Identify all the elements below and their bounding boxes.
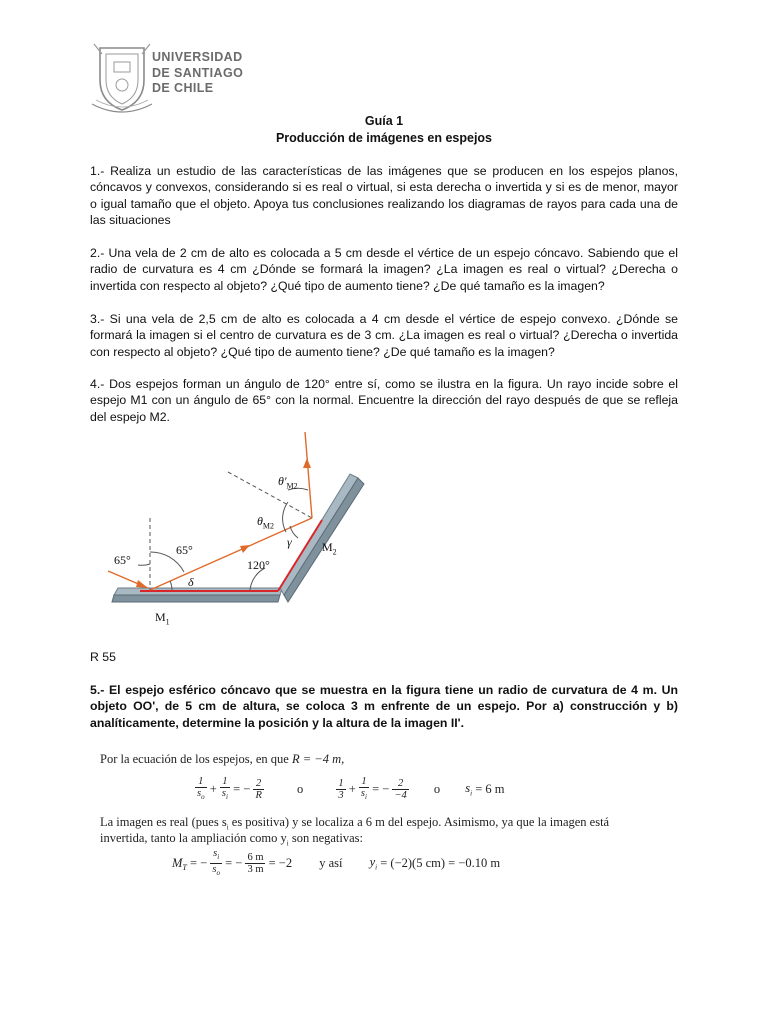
university-name-line3: DE CHILE	[152, 81, 214, 95]
mirror-label-m2	[322, 540, 337, 556]
normal-m2	[228, 472, 312, 518]
final-ray	[305, 432, 312, 518]
angle-label-gamma: γ	[287, 535, 292, 549]
angle-label-delta: δ	[188, 575, 194, 589]
angle-label-theta-m2-prime	[278, 474, 298, 490]
question-3: 3.- Si una vela de 2,5 cm de alto es colocada a 4 cm desde el vértice de espejo convexo. ¿Dónde se formará la imagen si el centro de curvatura es de 3 cm. ¿La imagen es real o virtual? ¿Derecha o invertida con respecto al objeto? ¿Qué tipo de aumento tiene? ¿De qué tamaño es la imagen?	[90, 312, 678, 359]
university-name-line2: DE SANTIAGO	[152, 65, 244, 80]
eq2-frac2: $\frac{1}{s_i}$	[360, 776, 367, 802]
yi-expression: = (−2)(5 cm) = −0.10 m	[380, 856, 501, 871]
eq-result-si: = 6 m	[475, 782, 505, 797]
mirror-m2-subscript: 2	[332, 547, 337, 557]
incident-ray-arrow	[136, 580, 148, 588]
theta-m2-subscript: M2	[262, 521, 275, 531]
mirror-m1-edge	[112, 595, 280, 602]
mt-frac2: $\frac{6 m}{3 m}$	[247, 852, 264, 876]
eq-or-2: o	[433, 782, 441, 797]
mirror-equation-row: $\frac{1}{s_o}$ + $\frac{1}{s_i}$ = − $\frac{2}{R}$ o $\frac{1}{3}$ + $\frac{1}{s_i}$ = − $\frac{2}{-4}$ o $s_i = 6$ m	[197, 776, 505, 802]
mirror-m1-subscript: 1	[165, 617, 170, 627]
university-crest-icon	[90, 40, 155, 115]
question-4: 4.- Dos espejos forman un ángulo de 120° entre sí, como se ilustra en la figura. Un rayo incide sobre el espejo M1 con un ángulo de 65° con la normal. Encuentre la dirección del rayo después de que se refleja del espejo M2.	[90, 377, 678, 424]
eq2-frac3: $\frac{2}{-4}$	[394, 778, 407, 802]
mirror-m1-letter: M	[155, 610, 166, 624]
solution-intro-math: R = −4 m,	[291, 752, 345, 766]
mirror-diagram	[100, 430, 400, 630]
university-logo	[90, 40, 265, 115]
theta-m2-prime-symbol: θ′	[278, 474, 287, 488]
mt-subscript: T	[182, 862, 187, 872]
arc-theta-m2	[283, 502, 288, 532]
angle-label-incident: 65°	[114, 553, 131, 567]
question-2: 2.- Una vela de 2 cm de alto es colocada a 5 cm desde el vértice de un espejo cóncavo. Sabiendo que el radio de curvatura es 4 cm ¿Dónde se formará la imagen? ¿La imagen es real o virtual? ¿Derecha o invertida con respecto al objeto? ¿Qué tipo de aumento tiene? ¿De qué tamaño es la imagen?	[90, 246, 678, 293]
reflected-ray-arrow	[240, 545, 250, 553]
university-name-line1: UNIVERSIDAD	[152, 50, 243, 64]
magnification-row: $M_T$ = − $\frac{s_i}{s_o}$ = − $\frac{6 m}{3 m}$ = −2 y así $y_i = (-2)(5$ cm) = −0.10 m	[172, 848, 501, 878]
question-5: 5.- El espejo esférico cóncavo que se muestra en la figura tiene un radio de curvatura de 4 m. Un objeto OO', de 5 cm de altura, se coloca 3 m enfrente de un espejo. Por a) construcción y b) analíticamente, determine la posición y la altura de la imagen II'.	[90, 683, 678, 730]
solution-para-line2: invertida, tanto la ampliación como $y_i$ son negativas:	[100, 831, 363, 848]
solution-para-line1: La imagen es real (pues $s_i$ es positiva) y se localiza a 6 m del espejo. Asimismo, ya que la imagen está	[100, 815, 610, 832]
mirror-m2-letter: M	[322, 540, 333, 554]
mt-result: = −2	[268, 856, 293, 871]
eq2-frac1: $\frac{1}{3}$	[338, 778, 344, 802]
solution-intro-text: Por la ecuación de los espejos, en que	[100, 752, 292, 766]
mt-frac1: $\frac{s_i}{s_o}$	[212, 848, 220, 878]
theta-m2-prime-subscript: M2	[286, 481, 298, 491]
angle-label-mirrors: 120°	[247, 558, 270, 572]
question-1: 1.- Realiza un estudio de las características de las imágenes que se producen en los espejos planos, cóncavos y convexos, considerando si es real o virtual, si esta derecha o invertida y si es de menor, mayor o igual tamaño que el objeto. Apoya tus conclusiones realizando los diagramas de rayos para cada una de las situaciones	[90, 164, 678, 227]
solution-intro	[100, 752, 344, 767]
mirror-label-m1	[155, 610, 170, 626]
theta-m2-symbol: θ	[257, 514, 263, 528]
guide-title: Guía 1	[364, 114, 404, 128]
angle-label-reflected: 65°	[176, 543, 193, 557]
eq-or-1: o	[296, 782, 304, 797]
angle-label-theta-m2	[257, 514, 274, 530]
mirror-diagram-svg	[100, 430, 400, 630]
guide-subtitle: Producción de imágenes en espejos	[275, 131, 493, 145]
arc-65-incident	[138, 564, 150, 565]
eq1-frac3: $\frac{2}{R}$	[255, 778, 262, 802]
mt-label: M	[172, 856, 183, 871]
answer-4: R 55	[90, 650, 116, 664]
final-ray-arrow	[303, 458, 311, 468]
y-asi-text: y así	[319, 856, 343, 871]
eq1-frac1: $\frac{1}{s_o}$	[197, 776, 205, 802]
eq1-frac2: $\frac{1}{s_i}$	[221, 776, 228, 802]
